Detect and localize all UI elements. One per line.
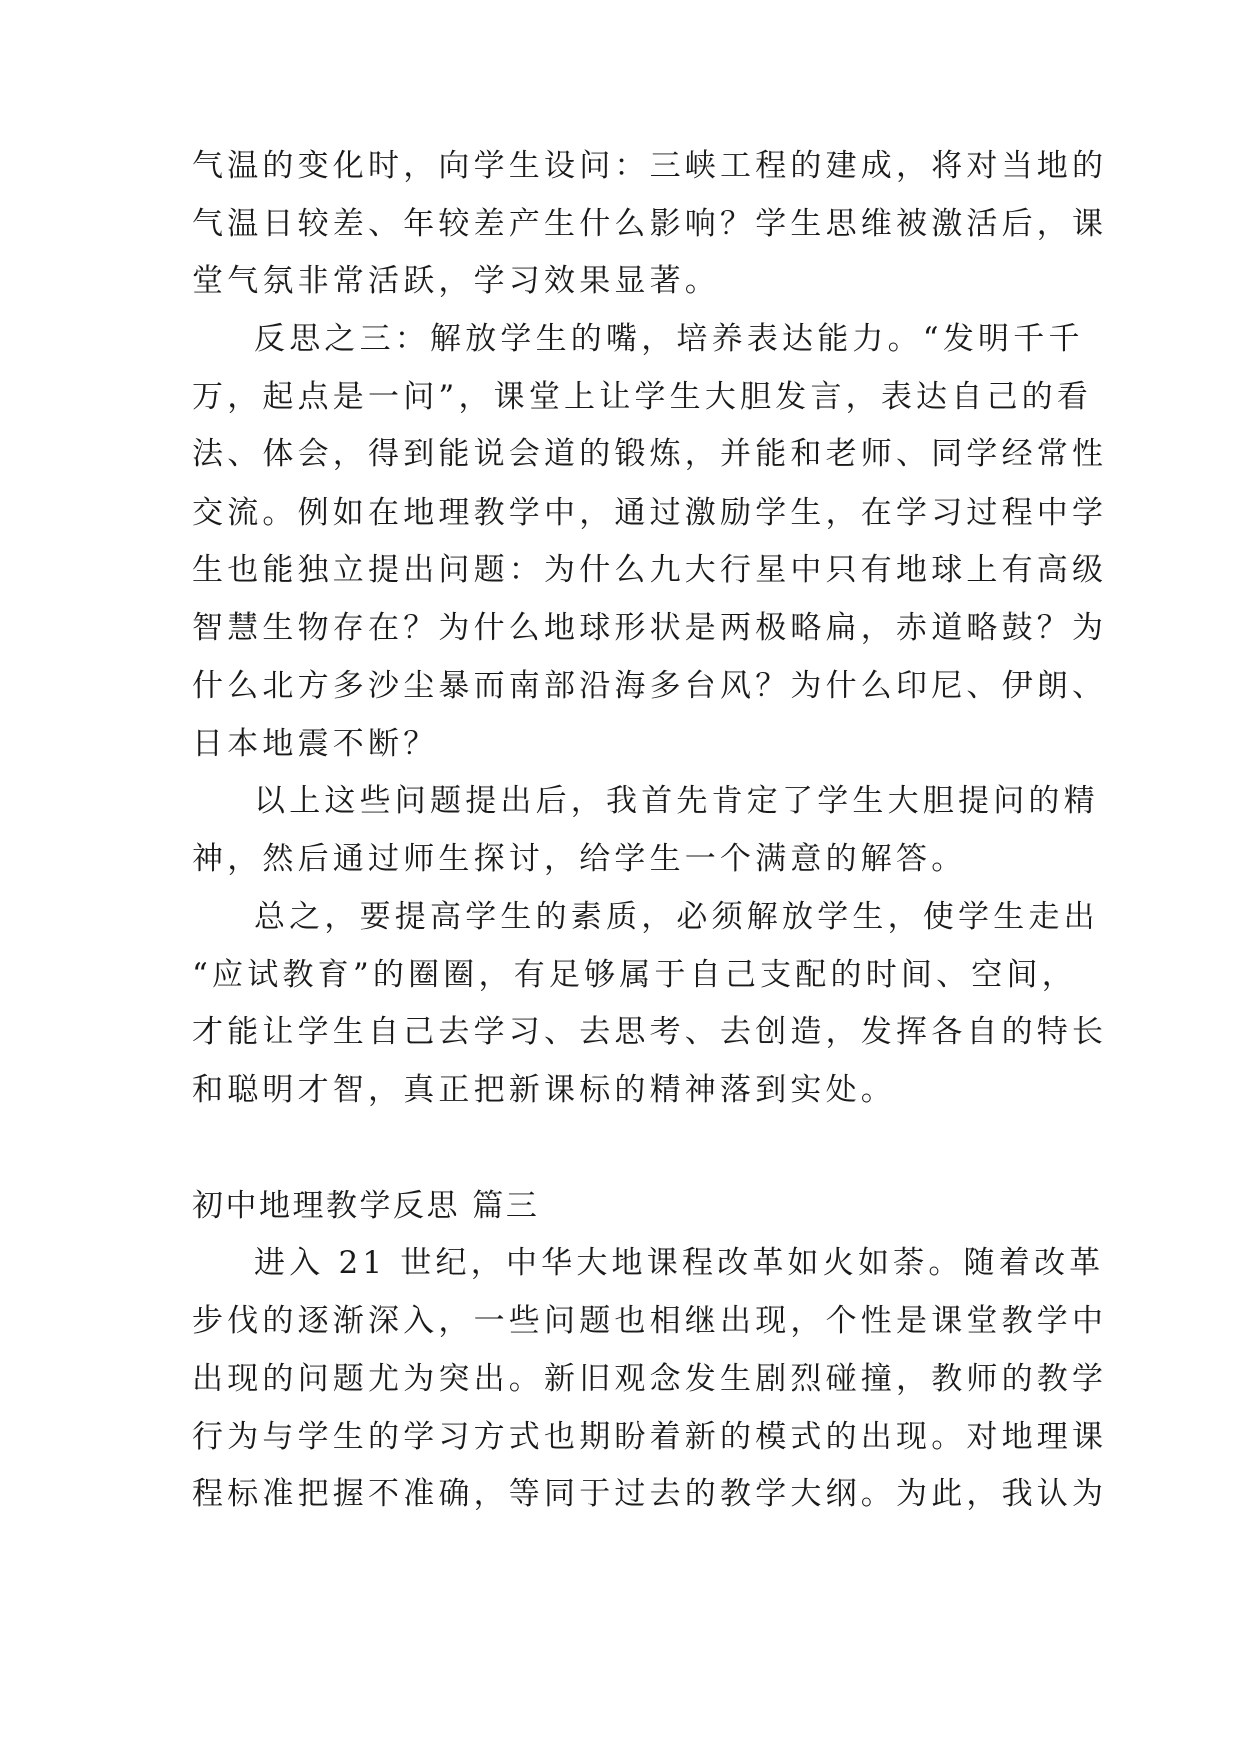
paragraph-start-line: 反思之三：解放学生的嘴，培养表达能力。“发明千千 xyxy=(254,321,1084,357)
body-text-line: 气温日较差、年较差产生什么影响？学生思维被激活后，课 xyxy=(192,206,1108,242)
body-text-line: 交流。例如在地理教学中，通过激励学生，在学习过程中学 xyxy=(192,495,1108,531)
body-text-line: 神，然后通过师生探讨，给学生一个满意的解答。 xyxy=(192,841,967,877)
body-text-line: 堂气氛非常活跃，学习效果显著。 xyxy=(192,263,720,299)
body-text-line: 万，起点是一问”，课堂上让学生大胆发言，表达自己的看 xyxy=(192,379,1093,415)
paragraph-start-line: 总之，要提高学生的素质，必须解放学生，使学生走出 xyxy=(254,899,1099,935)
body-text-line: “应试教育”的圈圈，有足够属于自己支配的时间、空间， xyxy=(192,957,1077,993)
body-text-line: 智慧生物存在？为什么地球形状是两极略扁，赤道略鼓？为 xyxy=(192,610,1108,646)
body-text-line: 法、体会，得到能说会道的锻炼，并能和老师、同学经常性 xyxy=(192,436,1108,472)
body-text-line: 行为与学生的学习方式也期盼着新的模式的出现。对地理课 xyxy=(192,1419,1108,1455)
section-heading: 初中地理教学反思 篇三 xyxy=(192,1188,540,1224)
paragraph-start-line: 进入 21 世纪，中华大地课程改革如火如荼。随着改革 xyxy=(254,1245,1105,1281)
body-text-line: 和聪明才智，真正把新课标的精神落到实处。 xyxy=(192,1072,896,1108)
paragraph-start-line: 以上这些问题提出后，我首先肯定了学生大胆提问的精 xyxy=(254,783,1099,819)
body-text-line: 程标准把握不准确，等同于过去的教学大纲。为此，我认为 xyxy=(192,1476,1108,1512)
body-text-line: 气温的变化时，向学生设问：三峡工程的建成，将对当地的 xyxy=(192,148,1108,184)
body-text-line: 生也能独立提出问题：为什么九大行星中只有地球上有高级 xyxy=(192,552,1108,588)
body-text-line: 才能让学生自己去学习、去思考、去创造，发挥各自的特长 xyxy=(192,1014,1108,1050)
body-text-line: 步伐的逐渐深入，一些问题也相继出现，个性是课堂教学中 xyxy=(192,1303,1108,1339)
body-text-line: 出现的问题尤为突出。新旧观念发生剧烈碰撞，教师的教学 xyxy=(192,1361,1108,1397)
body-text-line: 什么北方多沙尘暴而南部沿海多台风？为什么印尼、伊朗、 xyxy=(192,668,1108,704)
body-text-line: 日本地震不断？ xyxy=(192,726,439,762)
